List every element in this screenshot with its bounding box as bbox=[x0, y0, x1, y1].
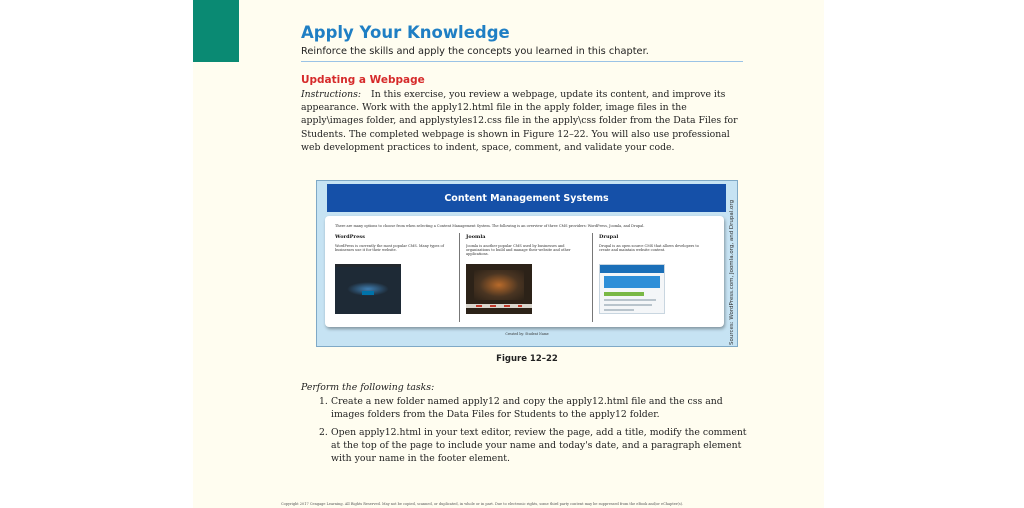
task-number: 1. bbox=[319, 396, 328, 407]
column-title: Drupal bbox=[599, 234, 619, 240]
figure-sources: Sources: WordPress.com, Joomla.org, and Drupal.org bbox=[729, 199, 735, 345]
figure-caption: Figure 12–22 bbox=[496, 354, 558, 364]
figure-footer: Created by: Student Name bbox=[505, 332, 549, 336]
copyright-notice: Copyright 2017 Cengage Learning. All Rights Reserved. May not be copied, scanned, or duplicated, in whole or in part. Due to electronic rights, some third party content may be suppressed from the eBook and/or eChapter(s). bbox=[281, 502, 684, 506]
tasks-title: Perform the following tasks: bbox=[301, 382, 435, 393]
instructions-label: Instructions: bbox=[301, 89, 362, 100]
page-title: Apply Your Knowledge bbox=[301, 23, 510, 42]
figure-screenshot bbox=[316, 180, 738, 347]
column-divider bbox=[459, 233, 460, 322]
task-item bbox=[319, 426, 749, 466]
task-text: Open apply12.html in your text editor, review the page, add a title, modify the comment at the top of the page to include your name and today's date, and a paragraph element with your name in the footer element. bbox=[331, 427, 747, 465]
textbook-page bbox=[193, 0, 824, 508]
chapter-tab bbox=[193, 0, 239, 62]
column-divider bbox=[592, 233, 593, 322]
column-text: Drupal is an open source CMS that allows developers to create and maintain website content. bbox=[599, 244, 699, 253]
column-text: WordPress is currently the most popular CMS. Many types of businesses use it for their website. bbox=[335, 244, 444, 253]
section-title: Updating a Webpage bbox=[301, 74, 425, 86]
instructions-text: In this exercise, you review a webpage, update its content, and improve its appearance. Work with the apply12.html file in the apply folder, image files in the apply\images folder, and applystyles12.css file in the apply\css folder from the Data Files for Students. The completed webpage is shown in Figure 12–22. You will also use professional web development practices to indent, space, comment, and validate your code. bbox=[301, 89, 738, 153]
task-number: 2. bbox=[319, 427, 328, 438]
column-text: Joomla is another popular CMS used by businesses and organizations to build and manage their website and other applications. bbox=[466, 244, 571, 257]
instructions-paragraph bbox=[301, 88, 751, 154]
joomla-screenshot bbox=[466, 264, 532, 314]
task-text: Create a new folder named apply12 and copy the apply12.html file and the css and images folders from the Data Files for Students to the apply12 folder. bbox=[331, 396, 723, 421]
drupal-screenshot bbox=[599, 264, 665, 314]
figure-column-wordpress bbox=[335, 234, 459, 322]
task-item bbox=[319, 395, 749, 421]
figure-column-joomla bbox=[466, 234, 590, 322]
figure-intro: There are many options to choose from when selecting a Content Management System. The following is an overview of three CMS providers: WordPress, Joomla, and Drupal. bbox=[335, 224, 645, 228]
column-title: Joomla bbox=[466, 234, 486, 240]
title-rule bbox=[301, 61, 743, 62]
figure-column-drupal bbox=[599, 234, 723, 322]
figure-banner: Content Management Systems bbox=[327, 184, 726, 212]
page-subtitle: Reinforce the skills and apply the concepts you learned in this chapter. bbox=[301, 46, 649, 57]
wordpress-screenshot bbox=[335, 264, 401, 314]
column-title: WordPress bbox=[335, 234, 365, 240]
figure-card bbox=[325, 216, 724, 327]
